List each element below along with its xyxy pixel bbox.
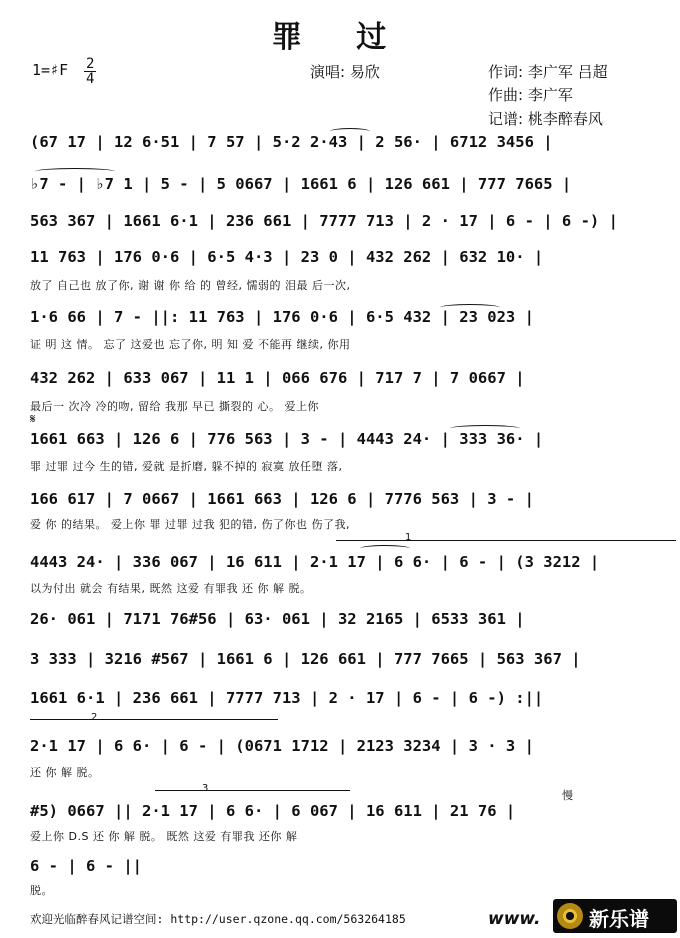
system-7-notes: 1661 663 | 126 6 | 776 563 | 3 - | 4443 24· | 333 36· | [30, 430, 544, 448]
system-9-lyrics: 以为付出 就会 有结果, 既然 这爱 有罪我 还 你 解 脱。 [30, 582, 312, 595]
site-logo [553, 899, 677, 933]
system-5-notes: 1·6 66 | 7 - ||: 11 763 | 176 0·6 | 6·5 432 | 23 023 | [30, 308, 534, 326]
record-disc-icon [557, 903, 583, 929]
system-6-lyrics: 最后一 次冷 冷的吻, 留给 我那 早已 撕裂的 心。 爱上你 [30, 400, 319, 413]
system-1-notes: (67 17 | 12 6·51 | 7 57 | 5·2 2·43 | 2 56· | 6712 3456 | [30, 133, 553, 151]
volta-1-number: 1 [405, 532, 412, 543]
system-9-notes: 4443 24· | 336 067 | 16 611 | 2·1 17 | 6 6· | 6 - | (3 3212 | [30, 553, 600, 571]
system-14-lyrics: 爱上你 D.S 还 你 解 脱。 既然 这爱 有罪我 还你 解 [30, 830, 298, 843]
slur-mark [330, 128, 370, 135]
system-3-notes: 563 367 | 1661 6·1 | 236 661 | 7777 713 | 2 · 17 | 6 - | 6 -) | [30, 212, 618, 230]
composer-credit: 作曲: 李广军 [488, 86, 573, 104]
page-title: 罪 过 [271, 20, 409, 55]
system-13-lyrics: 还 你 解 脱。 [30, 766, 100, 779]
slur-mark [360, 545, 410, 552]
system-15-lyrics: 脱。 [30, 884, 53, 897]
singer-credit: 演唱: 易欣 [310, 63, 380, 81]
system-4-lyrics: 放了 自己也 放了你, 谢 谢 你 给 的 曾经, 懦弱的 泪最 后一次, [30, 279, 351, 292]
transcriber-credit: 记谱: 桃李醉春风 [488, 110, 603, 128]
system-5-lyrics: 证 明 这 情。 忘了 这爱也 忘了你, 明 知 爱 不能再 继续, 你用 [30, 338, 351, 351]
system-11-notes: 3 333 | 3216 #567 | 1661 6 | 126 661 | 777 7665 | 563 367 | [30, 650, 581, 668]
system-6-notes: 432 262 | 633 067 | 11 1 | 066 676 | 717 7 | 7 0667 | [30, 369, 525, 387]
system-2-notes: ♭7 - | ♭7 1 | 5 - | 5 0667 | 1661 6 | 126 661 | 777 7665 | [30, 175, 572, 193]
system-14-notes: #5) 0667 || 2·1 17 | 6 6· | 6 067 | 16 611 | 21 76 | [30, 802, 516, 820]
slur-mark [450, 425, 520, 432]
watermark-url: www. [488, 909, 541, 929]
segno-sign: 𝄋 [30, 412, 36, 427]
volta-3-number: 3 [202, 783, 209, 794]
time-signature [84, 57, 96, 86]
system-10-notes: 26· 061 | 7171 76#56 | 63· 061 | 32 2165 | 6533 361 | [30, 610, 525, 628]
system-15-notes: 6 - | 6 - || [30, 857, 142, 875]
slur-mark [35, 168, 115, 175]
system-4-notes: 11 763 | 176 0·6 | 6·5 4·3 | 23 0 | 432 262 | 632 10· | [30, 248, 544, 266]
volta-1-bracket [336, 540, 676, 541]
logo-text: 新乐谱 [589, 907, 649, 931]
system-7-lyrics: 罪 过罪 过今 生的错, 爱就 是折磨, 躲不掉的 寂寞 放任堕 落, [30, 460, 343, 473]
volta-3-bracket [155, 790, 350, 791]
lyricist-credit: 作词: 李广军 吕超 [488, 63, 608, 81]
volta-2-number: 2 [91, 712, 98, 723]
volta-2-bracket [30, 719, 278, 720]
system-13-notes: 2·1 17 | 6 6· | 6 - | (0671 1712 | 2123 3234 | 3 · 3 | [30, 737, 534, 755]
system-8-lyrics: 爱 你 的结果。 爱上你 罪 过罪 过我 犯的错, 伤了你也 伤了我, [30, 518, 350, 531]
slur-mark [440, 304, 500, 311]
system-12-notes: 1661 6·1 | 236 661 | 7777 713 | 2 · 17 | 6 - | 6 -) :|| [30, 689, 544, 707]
time-signature-denominator: 4 [86, 71, 95, 87]
footer-credit: 欢迎光临醉春风记谱空间: http://user.qzone.qq.com/563264185 [30, 912, 406, 926]
tempo-marking: 慢 [562, 789, 573, 802]
key-signature: 1=♯F [32, 61, 69, 79]
time-signature-numerator: 2 [86, 56, 95, 72]
system-8-notes: 166 617 | 7 0667 | 1661 663 | 126 6 | 7776 563 | 3 - | [30, 490, 534, 508]
